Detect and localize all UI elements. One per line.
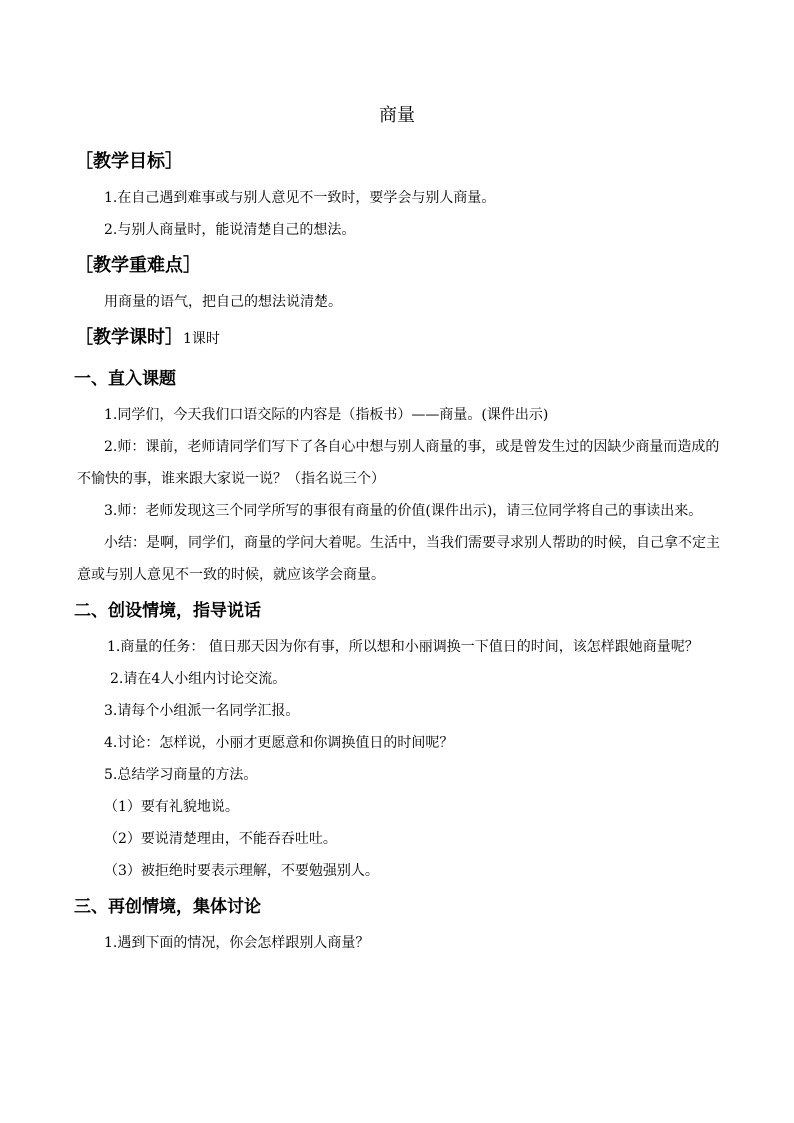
heading-key-points: ［教学重难点］ [75,255,201,276]
class-period-value: 1课时 [183,331,220,347]
section-2-para-3: 3.请每个小组派一名同学汇报。 [104,703,300,719]
section-2-para-4: 4.讨论：怎样说，小丽才更愿意和你调换值日的时间呢？ [104,735,454,751]
goal-item-2: 2.与别人商量时，能说清楚自己的想法。 [104,222,356,238]
section-2-method-3: （3）被拒绝时要表示理解，不要勉强别人。 [104,863,379,879]
key-points-text: 用商量的语气，把自己的想法说清楚。 [104,294,342,310]
section-3-heading: 三、再创情境，集体讨论 [74,897,261,917]
heading-teaching-goals: ［教学目标］ [75,151,183,172]
section-2-para-5: 5.总结学习商量的方法。 [104,767,258,783]
section-2-heading: 二、创设情境，指导说话 [74,601,261,621]
section-2-method-2: （2）要说清楚理由，不能吞吞吐吐。 [104,831,337,847]
section-2-para-1: 1.商量的任务： 值日那天因为你有事，所以想和小丽调换一下值日的时间，该怎样跟她商量呢？ [107,639,699,655]
section-1-heading: 一、直入课题 [74,369,176,389]
section-1-para-1: 1.同学们，今天我们口语交际的内容是（指板书）——商量。(课件出示) [104,407,549,423]
page-title: 商量 [379,105,415,126]
goal-item-1: 1.在自己遇到难事或与别人意见不一致时，要学会与别人商量。 [104,190,496,206]
section-1-summary: 小结：是啊，同学们，商量的学问大着呢。生活中，当我们需要寻求别人帮助的时候，自己拿不定主意或与别人意见不一致的时候，就应该学会商量。 [77,535,720,583]
heading-class-period [75,318,723,359]
section-2-method-1: （1）要有礼貌地说。 [104,799,239,815]
section-2-para-2: 2.请在4人小组内讨论交流。 [110,671,287,687]
class-period-label: ［教学课时］ [75,327,183,348]
document-body [74,142,723,959]
section-1-para-3: 3.师：老师发现这三个同学所写的事很有商量的价值(课件出示)，请三位同学将自己的事读出来。 [104,503,703,519]
section-3-para-1: 1.遇到下面的情况，你会怎样跟别人商量？ [104,935,370,951]
section-1-para-2: 2.师：课前，老师请同学们写下了各自心中想与别人商量的事，或是曾发生过的因缺少商量而造成的不愉快的事，谁来跟大家说一说？（指名说三个） [77,439,720,487]
